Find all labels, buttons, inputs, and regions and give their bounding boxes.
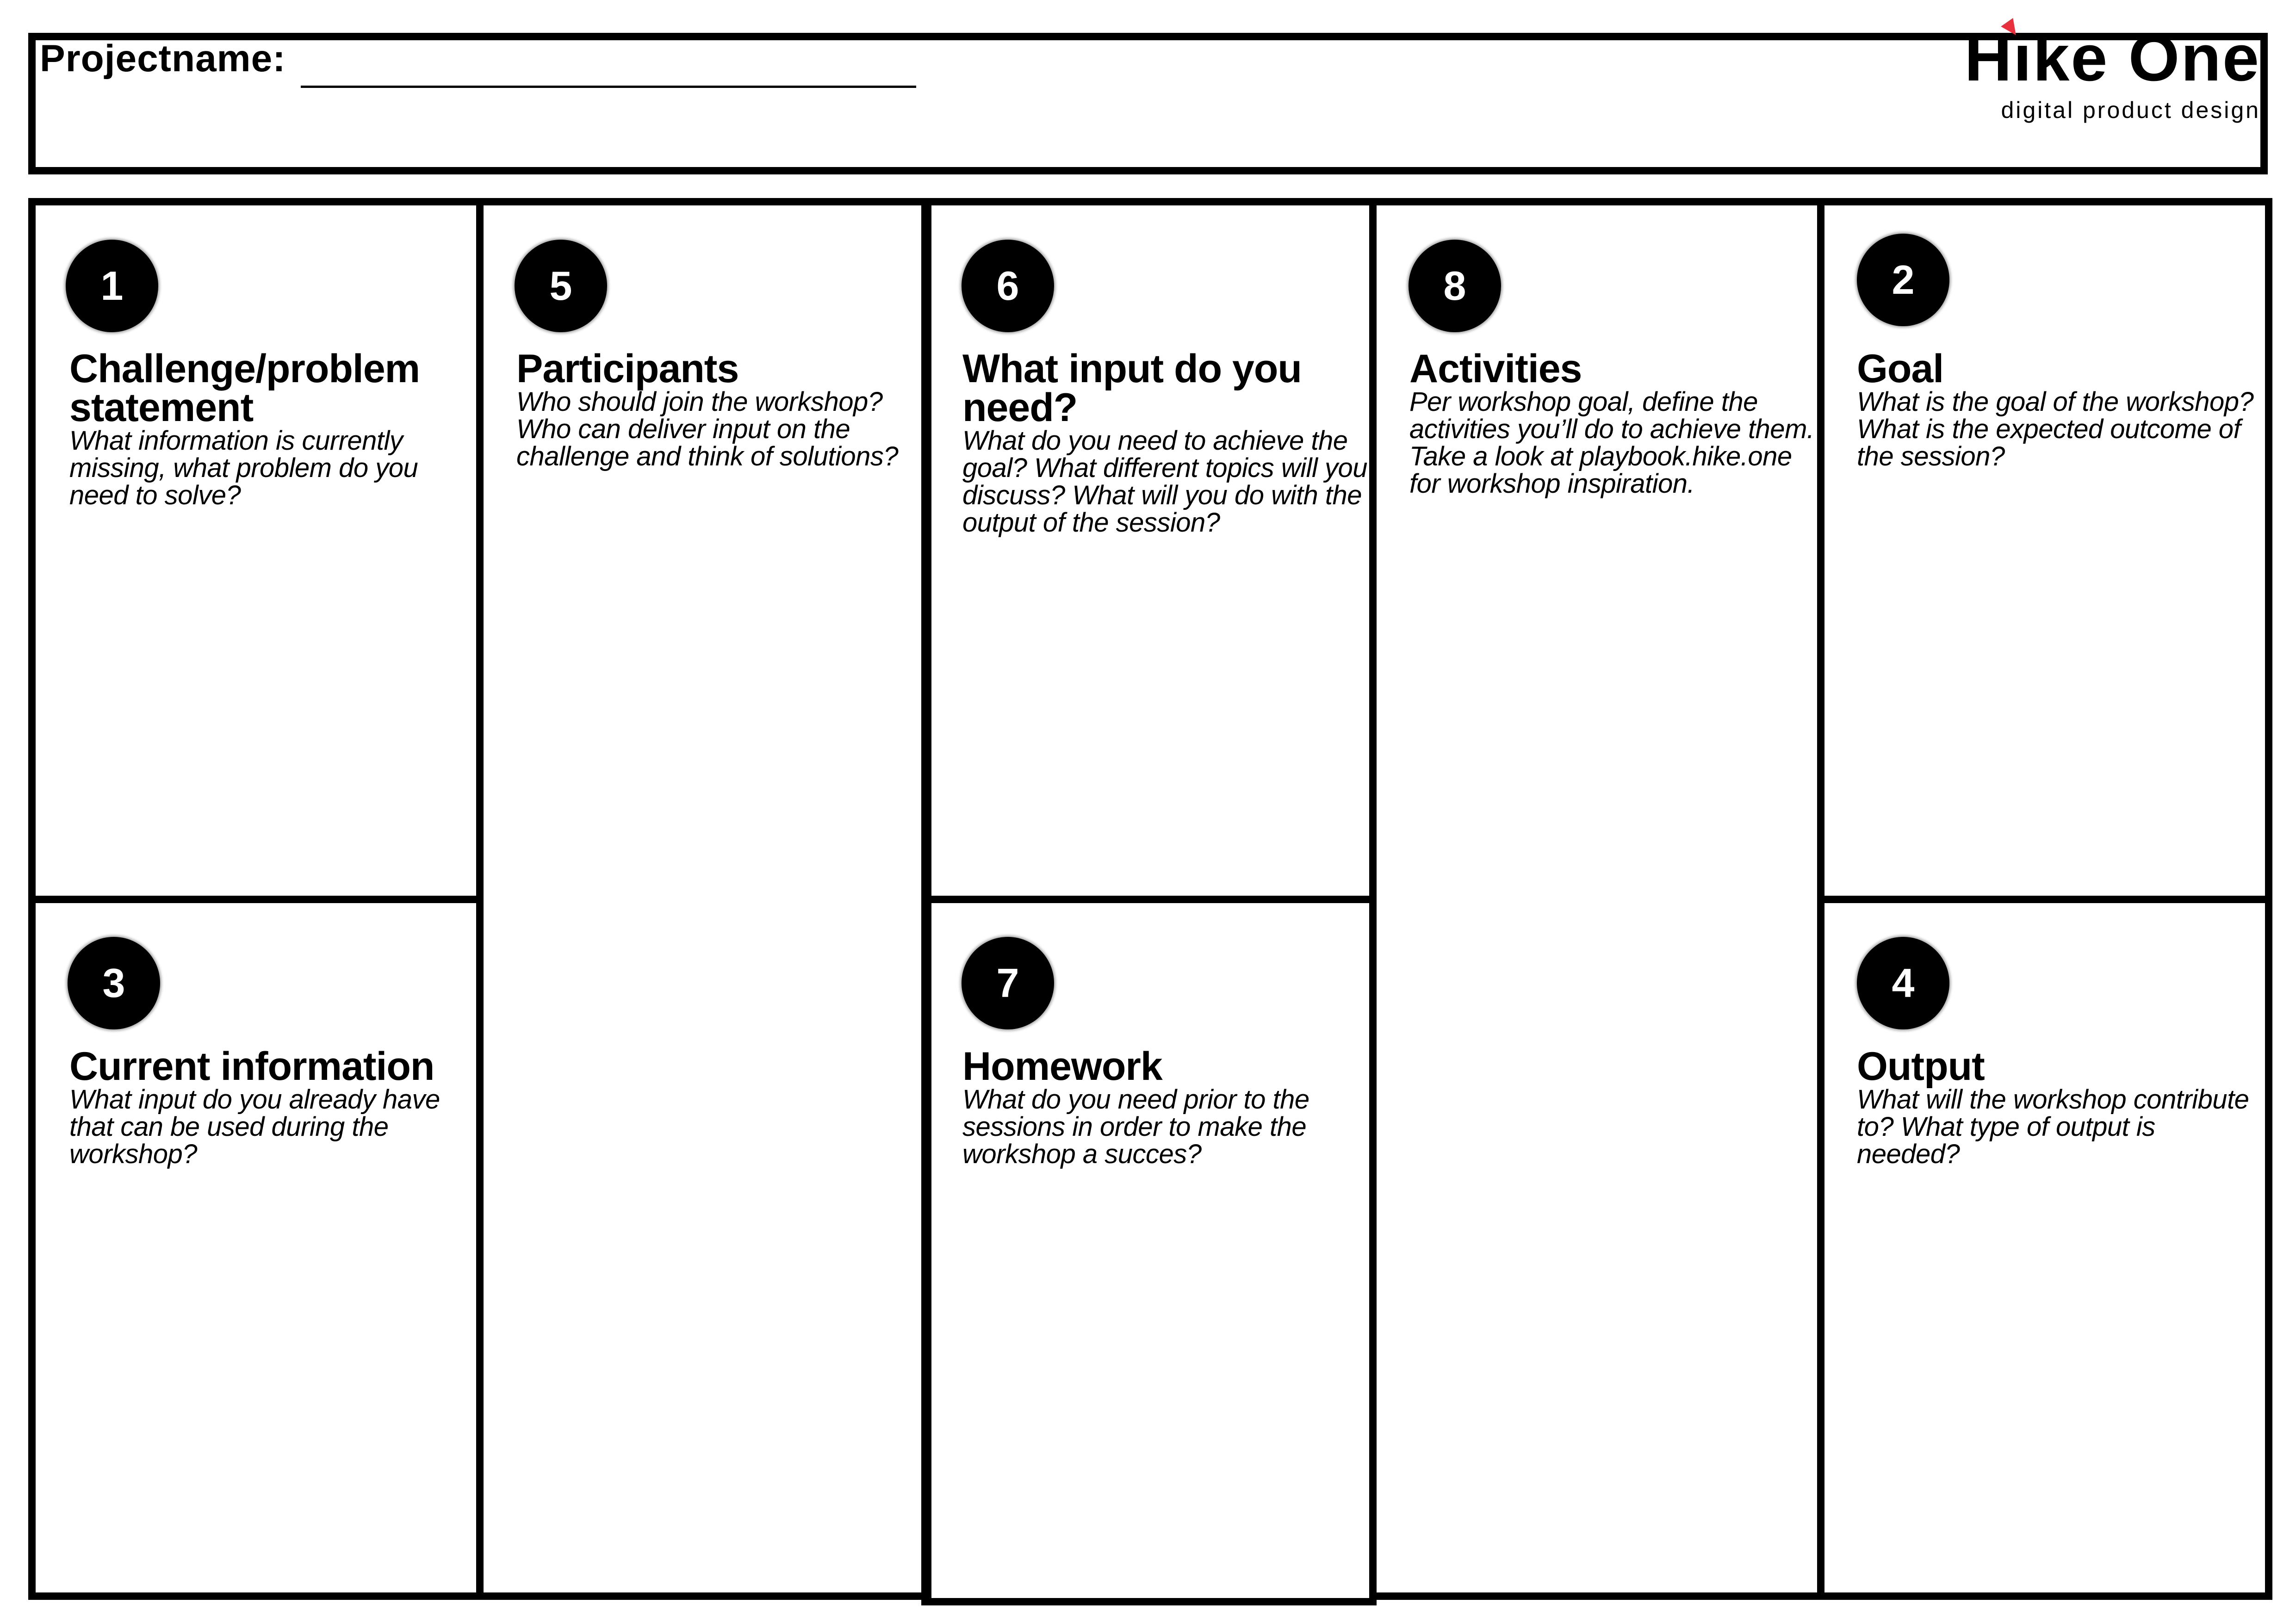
homework-text [962,1044,1370,1169]
output-number-badge: 4 [1857,937,1949,1029]
goal-description: What is the goal of the workshop? What is the expected outcome of the session? [1857,387,2254,471]
output-description: What will the workshop contribute to? What type of output is needed? [1857,1084,2249,1169]
participants-description: Who should join the workshop? Who can deliver input on the challenge and think of solutions? [516,387,899,471]
current-information-text [69,1044,477,1169]
input-needed-text [962,349,1370,536]
goal-text [1857,349,2259,470]
logo-tagline: digital product design [2001,97,2260,123]
activities-description: Per workshop goal, define the activities you’ll do to achieve them. Take a look at playbook.hike.one for workshop inspiration. [1409,387,1814,499]
current-information-title: Current information [69,1044,434,1089]
current-information-description: What input do you already have that can be used during the workshop? [69,1084,440,1169]
goal-title: Goal [1857,347,1944,391]
current-information-number-badge: 3 [68,937,160,1029]
challenge-description: What information is currently missing, what problem do you need to solve? [69,426,418,510]
homework-title: Homework [962,1044,1162,1089]
homework-number-badge: 7 [962,937,1054,1029]
output-text [1857,1044,2259,1169]
participants-title: Participants [516,347,739,391]
logo-wordmark [1964,21,2260,95]
project-name-field[interactable] [301,86,916,88]
activities-text [1409,349,1817,497]
input-needed-description: What do you need to achieve the goal? What different topics will you discuss? What will you do with the output of the session? [962,426,1367,538]
activities-title: Activities [1409,347,1582,391]
challenge-title: Challenge/problem statement [69,347,420,430]
project-name-label: Projectname: [40,37,286,80]
goal-number-badge: 2 [1857,234,1949,326]
hike-one-logo [1964,21,2260,124]
input-needed-number-badge: 6 [962,240,1054,332]
participants-text [516,349,919,470]
homework-description: What do you need prior to the sessions in order to make the workshop a succes? [962,1084,1309,1169]
logo-brand-name: Hike One [1964,21,2260,95]
challenge-text [69,349,477,509]
output-title: Output [1857,1044,1985,1089]
participants-number-badge: 5 [515,240,607,332]
activities-number-badge: 8 [1409,240,1501,332]
header-bar [28,33,2268,174]
input-needed-title: What input do you need? [962,347,1302,430]
challenge-number-badge: 1 [66,240,158,332]
